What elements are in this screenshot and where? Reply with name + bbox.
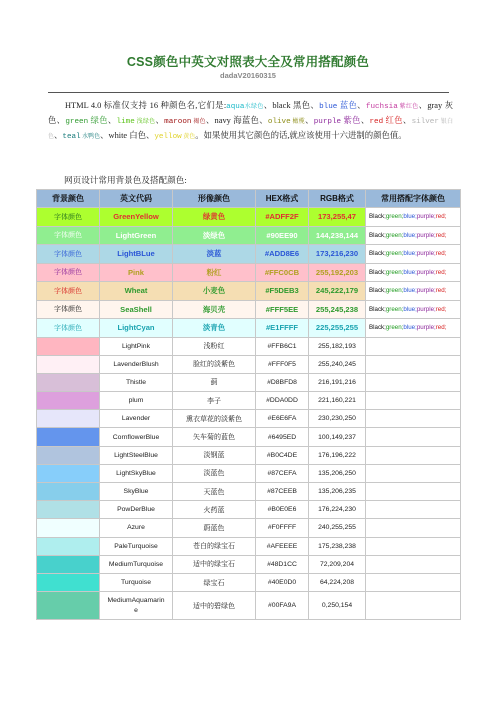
- color-swatch-cell: [37, 355, 100, 373]
- table-row: [37, 208, 461, 227]
- pairing-color-name: Black;: [369, 287, 386, 295]
- english-code-cell: LightBLue: [100, 245, 173, 264]
- rgb-cell: 225,255,255: [309, 319, 366, 338]
- intro-segment: red: [369, 118, 384, 126]
- table-row: [37, 337, 461, 355]
- pairing-color-name: green;: [385, 324, 404, 332]
- pairing-color-name: purple;: [416, 250, 436, 258]
- english-code-cell: LightSteelBlue: [100, 446, 173, 464]
- english-code-cell: GreenYellow: [100, 208, 173, 227]
- color-name-cell: 熏衣草花的淡紫色: [173, 410, 256, 428]
- rgb-cell: 135,206,250: [309, 464, 366, 482]
- pairing-color-name: purple;: [416, 305, 436, 313]
- pairing-color-name: red;: [435, 324, 447, 332]
- rgb-cell: 176,196,222: [309, 446, 366, 464]
- color-swatch-cell: [37, 519, 100, 537]
- pairing-color-name: blue;: [403, 250, 417, 258]
- font-pairing-cell: [366, 555, 461, 573]
- hex-cell: #B0C4DE: [256, 446, 309, 464]
- pairing-color-name: green;: [385, 213, 404, 221]
- rgb-cell: 255,245,238: [309, 300, 366, 319]
- font-pairing-cell: [366, 282, 461, 301]
- table-row: [37, 446, 461, 464]
- english-code-cell: SkyBlue: [100, 483, 173, 501]
- intro-segment: 水鸭色: [80, 134, 101, 140]
- pairing-color-name: Black;: [369, 213, 386, 221]
- font-pairing-cell: [366, 300, 461, 319]
- color-name-cell: 粉红: [173, 263, 256, 282]
- hex-cell: #F0FFFF: [256, 519, 309, 537]
- table-row: [37, 428, 461, 446]
- table-row: [37, 483, 461, 501]
- pairing-color-name: purple;: [416, 268, 436, 276]
- rgb-cell: 255,240,245: [309, 355, 366, 373]
- table-row: [37, 319, 461, 338]
- font-pairing-cell: [366, 537, 461, 555]
- document-subtitle: dadaV20160315: [220, 71, 276, 80]
- english-code-cell: Wheat: [100, 282, 173, 301]
- pairing-color-name: red;: [435, 213, 447, 221]
- hex-cell: #AFEEEE: [256, 537, 309, 555]
- rgb-cell: 221,160,221: [309, 392, 366, 410]
- table-row: [37, 519, 461, 537]
- intro-segment: aqua: [226, 103, 245, 111]
- intro-segment: 、: [402, 116, 412, 125]
- font-pairing-cell: [366, 573, 461, 591]
- hex-cell: #F5DEB3: [256, 282, 309, 301]
- color-table: [36, 189, 461, 620]
- intro-segment: 褐色: [191, 119, 206, 125]
- header-rgb: RGB格式: [309, 190, 366, 208]
- color-swatch-cell: 字体颜色: [37, 282, 100, 301]
- intro-segment: 、black 黑色、: [263, 101, 320, 110]
- rgb-cell: 176,224,230: [309, 501, 366, 519]
- color-swatch-cell: [37, 373, 100, 391]
- hex-cell: #B0E0E6: [256, 501, 309, 519]
- intro-segment: olive: [267, 118, 291, 126]
- pairing-color-name: purple;: [416, 324, 436, 332]
- pairing-color-name: green;: [385, 231, 404, 239]
- table-row: [37, 263, 461, 282]
- font-pairing-cell: [366, 226, 461, 245]
- english-code-cell: LightGreen: [100, 226, 173, 245]
- hex-cell: #D8BFD8: [256, 373, 309, 391]
- pairing-color-name: red;: [435, 287, 447, 295]
- rgb-cell: 240,255,255: [309, 519, 366, 537]
- intro-segment: 蓝色: [337, 101, 358, 110]
- english-code-cell: SeaShell: [100, 300, 173, 319]
- hex-cell: #ADFF2F: [256, 208, 309, 227]
- table-row: [37, 592, 461, 620]
- color-name-cell: 绿黄色: [173, 208, 256, 227]
- header-background-color: 背景颜色: [37, 190, 100, 208]
- color-name-cell: 绿宝石: [173, 573, 256, 591]
- color-swatch-cell: [37, 592, 100, 620]
- color-swatch-cell: [37, 537, 100, 555]
- color-name-cell: 小麦色: [173, 282, 256, 301]
- pairing-color-name: Black;: [369, 250, 386, 258]
- font-pairing-cell: [366, 392, 461, 410]
- color-name-cell: 淡蓝色: [173, 464, 256, 482]
- table-row: [37, 300, 461, 319]
- english-code-cell: plum: [100, 392, 173, 410]
- rgb-cell: 64,224,208: [309, 573, 366, 591]
- intro-segment: 绿色: [88, 116, 108, 125]
- font-pairing-cell: [366, 208, 461, 227]
- pairing-color-name: Black;: [369, 305, 386, 313]
- pairing-color-name: green;: [385, 268, 404, 276]
- hex-cell: #87CEEB: [256, 483, 309, 501]
- intro-segment: 黄色: [181, 134, 196, 140]
- color-name-cell: 苍白的绿宝石: [173, 537, 256, 555]
- color-name-cell: 淡青色: [173, 319, 256, 338]
- font-pairing-cell: [366, 464, 461, 482]
- pairing-color-name: red;: [435, 231, 447, 239]
- color-swatch-cell: [37, 392, 100, 410]
- intro-segment: 、: [360, 116, 370, 125]
- english-code-cell: LightSkyBlue: [100, 464, 173, 482]
- intro-segment: 红色: [383, 116, 403, 125]
- font-pairing-cell: [366, 483, 461, 501]
- color-name-cell: 适中的绿宝石: [173, 555, 256, 573]
- intro-segment: 。如果使用其它颜色的话,就应该使用十六进制的颜色值。: [195, 131, 407, 140]
- table-row: [37, 245, 461, 264]
- pairing-color-name: blue;: [403, 213, 417, 221]
- english-code-cell: CornflowerBlue: [100, 428, 173, 446]
- color-swatch-cell: [37, 464, 100, 482]
- intro-segment: fuchsia: [365, 103, 398, 111]
- table-row: [37, 355, 461, 373]
- hex-cell: #48D1CC: [256, 555, 309, 573]
- table-caption: 网页设计常用背景色及搭配颜色:: [64, 175, 187, 185]
- color-name-cell: 火药蓝: [173, 501, 256, 519]
- rgb-cell: 144,238,144: [309, 226, 366, 245]
- rgb-cell: 255,192,203: [309, 263, 366, 282]
- intro-segment: 紫红色: [397, 104, 419, 110]
- intro-paragraph: [48, 99, 453, 144]
- intro-segment: 浅绿色: [134, 119, 156, 125]
- hex-cell: #DDA0DD: [256, 392, 309, 410]
- english-code-cell: LightPink: [100, 337, 173, 355]
- color-swatch-cell: [37, 555, 100, 573]
- rgb-cell: 230,230,250: [309, 410, 366, 428]
- pairing-color-name: blue;: [403, 231, 417, 239]
- hex-cell: #00FA9A: [256, 592, 309, 620]
- english-code-cell: MediumTurquoise: [100, 555, 173, 573]
- font-pairing-cell: [366, 319, 461, 338]
- font-pairing-cell: [366, 263, 461, 282]
- rgb-cell: 173,255,47: [309, 208, 366, 227]
- font-pairing-cell: [366, 592, 461, 620]
- table-row: [37, 537, 461, 555]
- font-pairing-cell: [366, 337, 461, 355]
- header-english-code: 英文代码: [100, 190, 173, 208]
- color-name-cell: 淡绿色: [173, 226, 256, 245]
- rgb-cell: 0,250,154: [309, 592, 366, 620]
- table-row: [37, 373, 461, 391]
- pairing-color-name: purple;: [416, 213, 436, 221]
- hex-cell: #FFC0CB: [256, 263, 309, 282]
- hex-cell: #40E0D0: [256, 573, 309, 591]
- pairing-color-name: red;: [435, 250, 447, 258]
- intro-segment: lime: [116, 118, 135, 126]
- hex-cell: #6495ED: [256, 428, 309, 446]
- color-swatch-cell: 字体颜色: [37, 300, 100, 319]
- pairing-color-name: Black;: [369, 268, 386, 276]
- table-row: [37, 555, 461, 573]
- english-code-cell: Azure: [100, 519, 173, 537]
- table-row: [37, 226, 461, 245]
- font-pairing-cell: [366, 428, 461, 446]
- english-code-cell: Pink: [100, 263, 173, 282]
- document-title: CSS颜色中英文对照表大全及常用搭配颜色: [126, 55, 370, 69]
- intro-segment: 紫色: [341, 116, 361, 125]
- intro-segment: 水绿色: [244, 104, 264, 110]
- header-color-name: 形像颜色: [173, 190, 256, 208]
- font-pairing-cell: [366, 501, 461, 519]
- font-pairing-cell: [366, 373, 461, 391]
- table-body: [37, 208, 461, 620]
- english-code-cell: Lavender: [100, 410, 173, 428]
- table-row: [37, 501, 461, 519]
- pairing-color-name: red;: [435, 268, 447, 276]
- rgb-cell: 135,206,235: [309, 483, 366, 501]
- english-code-cell: LightCyan: [100, 319, 173, 338]
- intro-segment: blue: [319, 103, 338, 111]
- table-row: [37, 464, 461, 482]
- pairing-color-name: blue;: [403, 305, 417, 313]
- color-name-cell: 淡蓝: [173, 245, 256, 264]
- pairing-color-name: blue;: [403, 268, 417, 276]
- intro-segment: 、: [305, 116, 314, 125]
- color-swatch-cell: [37, 337, 100, 355]
- intro-segment: silver: [411, 118, 439, 126]
- color-swatch-cell: [37, 410, 100, 428]
- table-row: [37, 573, 461, 591]
- color-name-cell: 蔚蓝色: [173, 519, 256, 537]
- hex-cell: #FFB6C1: [256, 337, 309, 355]
- color-swatch-cell: 字体颜色: [37, 263, 100, 282]
- hex-cell: #FFF5EE: [256, 300, 309, 319]
- color-name-cell: 脸红的淡紫色: [173, 355, 256, 373]
- intro-segment: 橄榄: [290, 119, 306, 125]
- pairing-color-name: green;: [385, 250, 404, 258]
- table-row: [37, 392, 461, 410]
- font-pairing-cell: [366, 519, 461, 537]
- color-swatch-cell: [37, 501, 100, 519]
- intro-segment: 、: [107, 116, 117, 125]
- english-code-cell: Turquoise: [100, 573, 173, 591]
- rgb-cell: 173,216,230: [309, 245, 366, 264]
- color-swatch-cell: [37, 428, 100, 446]
- table-row: [37, 282, 461, 301]
- intro-segment: 、: [357, 101, 366, 110]
- color-swatch-cell: [37, 483, 100, 501]
- table-header-row: [37, 190, 461, 208]
- english-code-cell: MediumAquamarine: [100, 592, 173, 620]
- color-swatch-cell: 字体颜色: [37, 245, 100, 264]
- intro-segment: green: [65, 118, 89, 126]
- color-swatch-cell: 字体颜色: [37, 319, 100, 338]
- header-hex: HEX格式: [256, 190, 309, 208]
- font-pairing-cell: [366, 410, 461, 428]
- english-code-cell: PowDerBlue: [100, 501, 173, 519]
- intro-segment: 、: [155, 116, 165, 125]
- pairing-color-name: purple;: [416, 231, 436, 239]
- hex-cell: #90EE90: [256, 226, 309, 245]
- pairing-color-name: blue;: [403, 324, 417, 332]
- table-row: [37, 410, 461, 428]
- intro-segment: 银白色: [48, 119, 454, 140]
- hex-cell: #E6E6FA: [256, 410, 309, 428]
- pairing-color-name: green;: [385, 305, 404, 313]
- pairing-color-name: purple;: [416, 287, 436, 295]
- color-swatch-cell: [37, 446, 100, 464]
- pairing-color-name: Black;: [369, 324, 386, 332]
- color-swatch-cell: [37, 573, 100, 591]
- intro-segment: maroon: [164, 118, 192, 126]
- font-pairing-cell: [366, 446, 461, 464]
- rgb-cell: 100,149,237: [309, 428, 366, 446]
- rgb-cell: 255,182,193: [309, 337, 366, 355]
- color-name-cell: 天蓝色: [173, 483, 256, 501]
- hex-cell: #FFF0F5: [256, 355, 309, 373]
- english-code-cell: Thistle: [100, 373, 173, 391]
- pairing-color-name: blue;: [403, 287, 417, 295]
- intro-segment: 、navy 海蓝色、: [205, 116, 268, 125]
- intro-segment: purple: [313, 118, 342, 126]
- hex-cell: #ADD8E6: [256, 245, 309, 264]
- font-pairing-cell: [366, 245, 461, 264]
- pairing-color-name: green;: [385, 287, 404, 295]
- color-name-cell: 蓟: [173, 373, 256, 391]
- intro-segment: 、gray 灰色、: [48, 101, 454, 125]
- hex-cell: #E1FFFF: [256, 319, 309, 338]
- rgb-cell: 72,209,204: [309, 555, 366, 573]
- color-swatch-cell: 字体颜色: [37, 208, 100, 227]
- intro-segment: HTML 4.0 标准仅支持 16 种颜色名,它们是:: [65, 101, 227, 110]
- intro-segment: teal: [62, 133, 81, 141]
- pairing-color-name: red;: [435, 305, 447, 313]
- color-name-cell: 适中的碧绿色: [173, 592, 256, 620]
- title-divider: [48, 92, 449, 93]
- rgb-cell: 216,191,216: [309, 373, 366, 391]
- color-name-cell: 李子: [173, 392, 256, 410]
- rgb-cell: 175,238,238: [309, 537, 366, 555]
- hex-cell: #87CEFA: [256, 464, 309, 482]
- color-name-cell: 淡钢蓝: [173, 446, 256, 464]
- intro-segment: 、: [54, 131, 63, 140]
- pairing-color-name: Black;: [369, 231, 386, 239]
- english-code-cell: LavenderBlush: [100, 355, 173, 373]
- color-name-cell: 矢车菊的蓝色: [173, 428, 256, 446]
- intro-segment: yellow: [154, 133, 182, 141]
- rgb-cell: 245,222,179: [309, 282, 366, 301]
- color-name-cell: 浅粉红: [173, 337, 256, 355]
- font-pairing-cell: [366, 355, 461, 373]
- english-code-cell: PaleTurquoise: [100, 537, 173, 555]
- header-font-pairing: 常用搭配字体颜色: [366, 190, 461, 208]
- intro-segment: 、white 白色、: [100, 131, 155, 140]
- color-swatch-cell: 字体颜色: [37, 226, 100, 245]
- color-name-cell: 海贝壳: [173, 300, 256, 319]
